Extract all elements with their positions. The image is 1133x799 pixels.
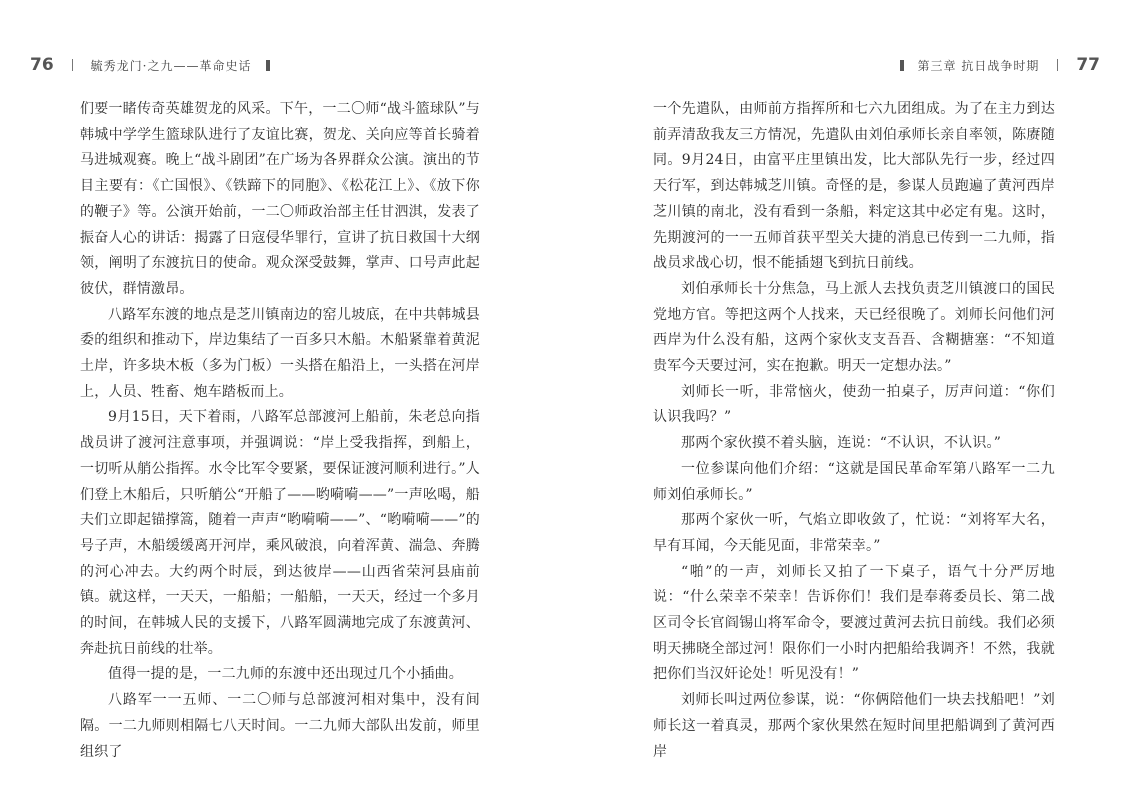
left-page-header <box>30 52 270 78</box>
paragraph: 那两个家伙一听，气焰立即收敛了，忙说：“刘将军大名，早有耳闻，今天能见面，非常荣幸。” <box>653 512 1055 554</box>
running-title: 毓秀龙门·之九——革命史话 <box>90 58 252 73</box>
page-number: 77 <box>1076 55 1100 75</box>
header-marker <box>900 60 904 71</box>
header-divider <box>72 59 73 71</box>
right-page-body <box>653 97 1055 765</box>
running-title: 第三章 抗日战争时期 <box>917 58 1040 73</box>
paragraph: 一位参谋向他们介绍：“这就是国民革命军第八路军一二九师刘伯承师长。” <box>653 460 1055 503</box>
paragraph: 那两个家伙摸不着头脑，连说：“不认识，不认识。” <box>681 435 1002 452</box>
header-marker <box>266 60 270 71</box>
paragraph: 八路军东渡的地点是芝川镇南边的窑儿坡底，在中共韩城县委的组织和推动下，岸边集结了一百多只木船。木船紧靠着黄泥土岸，许多块木板（多为门板）一头搭在船沿上，一头搭在河岸上，人员、牲畜、炮车踏板而上。 <box>80 306 480 400</box>
right-page-header <box>900 52 1101 78</box>
paragraph: “啪”的一声，刘师长又拍了一下桌子，语气十分严厉地说：“什么荣幸不荣幸！告诉你们！我们是奉蒋委员长、第二战区司令长官阎锡山将军命令，要渡过黄河去抗日前线。我们必须明天拂晓全部过河！限你们一小时内把船给我调齐！不然，我就把你们当汉奸论处！听见没有！” <box>653 563 1055 683</box>
paragraph: 们要一睹传奇英雄贺龙的风采。下午，一二〇师“战斗篮球队”与韩城中学学生篮球队进行了友谊比赛，贺龙、关向应等首长骑着马进城观赛。晚上“战斗剧团”在广场为各界群众公演。演出的节目主要有：《亡国恨》、《铁蹄下的同胞》、《松花江上》、《放下你的鞭子》等。公演开始前，一二〇师政治部主任甘泗淇，发表了振奋人心的讲话：揭露了日寇侵华罪行，宣讲了抗日救国十大纲领，阐明了东渡抗日的使命。观众深受鼓舞，掌声、口号声此起彼伏，群情激昂。 <box>80 101 480 297</box>
left-page <box>0 0 566 799</box>
right-page <box>566 0 1133 799</box>
paragraph: 刘伯承师长十分焦急，马上派人去找负责芝川镇渡口的国民党地方官。等把这两个人找来，天已经很晚了。刘师长问他们河西岸为什么没有船，这两个家伙支支吾吾、含糊搪塞：“不知道贵军今天要过河，实在抱歉。明天一定想办法。” <box>653 280 1055 375</box>
header-divider <box>1057 59 1058 71</box>
paragraph: 刘师长叫过两位参谋，说：“你俩陪他们一块去找船吧！”刘师长这一着真灵，那两个家伙果然在短时间里把船调到了黄河西岸 <box>653 692 1055 760</box>
page-number: 76 <box>30 55 54 75</box>
paragraph: 9月15日，天下着雨，八路军总部渡河上船前，朱老总向指战员讲了渡河注意事项，并强调说：“岸上受我指挥，到船上，一切听从艄公指挥。水令比军令要紧，要保证渡河顺利进行。”人们登上木船后，只听艄公“开船了——哟嗬嗬——”一声吆喝，船夫们立即起锚撑篙，随着一声声“哟嗬嗬——”、“哟嗬嗬——”的号子声，木船缓缓离开河岸，乘风破浪，向着浑黄、湍急、奔腾的河心冲去。大约两个时辰，到达彼岸——山西省荣河县庙前镇。就这样，一天天，一船船；一船船，一天天，经过一个多月的时间，在韩城人民的支援下，八路军圆满地完成了东渡黄河、奔赴抗日前线的壮举。 <box>80 409 480 657</box>
paragraph: 一个先遣队，由师前方指挥所和七六九团组成。为了在主力到达前弄清敌我友三方情况，先遣队由刘伯承师长亲自率领，陈赓随同。9月24日，由富平庄里镇出发，比大部队先行一步，经过四天行军，到达韩城芝川镇。奇怪的是，参谋人员跑遍了黄河西岸芝川镇的南北，没有看到一条船，料定这其中必定有鬼。这时，先期渡河的一一五师首获平型关大捷的消息已传到一二九师，指战员求战心切，恨不能插翅飞到抗日前线。 <box>653 101 1055 272</box>
paragraph: 八路军一一五师、一二〇师与总部渡河相对集中，没有间隔。一二九师则相隔七八天时间。一二九师大部队出发前，师里组织了 <box>80 692 480 760</box>
paragraph: 刘师长一听，非常恼火，使劲一拍桌子，厉声问道：“你们认识我吗？” <box>653 383 1055 426</box>
left-page-body <box>80 97 480 765</box>
paragraph: 值得一提的是，一二九师的东渡中还出现过几个小插曲。 <box>108 666 463 683</box>
